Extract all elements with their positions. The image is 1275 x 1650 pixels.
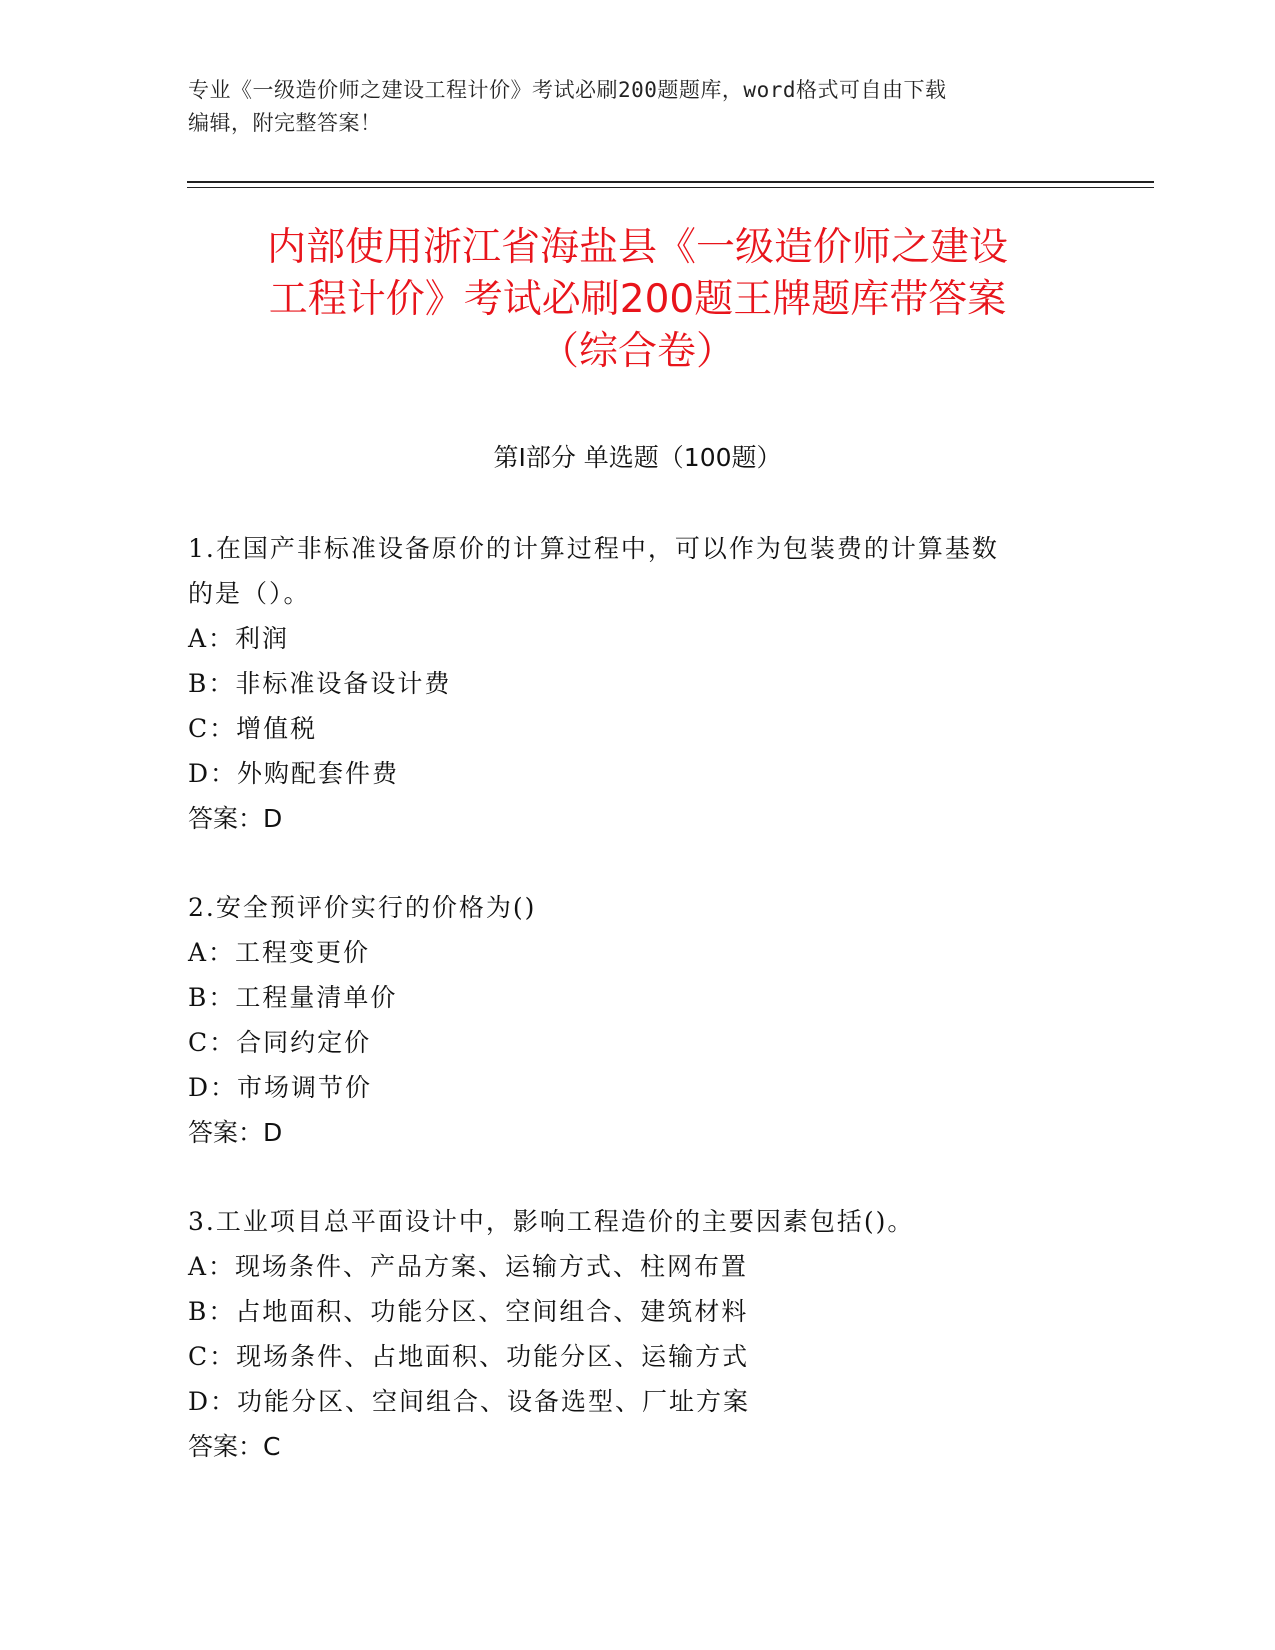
option-c: C：合同约定价 [188, 1028, 372, 1057]
question-text [188, 1199, 1088, 1244]
header-divider-thick [187, 181, 1154, 183]
question-text-line: 2.安全预评价实行的价格为() [188, 893, 537, 922]
question-list [188, 526, 1088, 1513]
section-heading: 第Ⅰ部分 单选题（100题） [493, 443, 782, 472]
option-c: C：增值税 [188, 714, 318, 743]
option-a: A：现场条件、产品方案、运输方式、柱网布置 [188, 1252, 749, 1281]
option-a: A：利润 [188, 624, 290, 653]
option-d: D：功能分区、空间组合、设备选型、厂址方案 [188, 1387, 751, 1416]
answer-line: 答案：D [188, 804, 283, 833]
document-header-note [188, 74, 1088, 140]
answer-line: 答案：D [188, 1118, 283, 1147]
option-b: B：工程量清单价 [188, 983, 398, 1012]
title-line-2: 工程计价》考试必刷200题王牌题库带答案 [268, 277, 1007, 322]
option-b: B：非标准设备设计费 [188, 669, 452, 698]
title-line-1: 内部使用浙江省海盐县《一级造价师之建设 [266, 225, 1008, 270]
answer-line: 答案：C [188, 1432, 281, 1461]
question-3 [188, 1199, 1088, 1469]
document-title [150, 222, 1125, 378]
question-text-line: 1.在国产非标准设备原价的计算过程中，可以作为包装费的计算基数 [188, 534, 999, 563]
question-1 [188, 526, 1088, 841]
option-c: C：现场条件、占地面积、功能分区、运输方式 [188, 1342, 750, 1371]
question-text-line: 的是（）。 [188, 579, 311, 608]
question-2 [188, 885, 1088, 1155]
option-b: B：占地面积、功能分区、空间组合、建筑材料 [188, 1297, 749, 1326]
question-text-line: 3.工业项目总平面设计中，影响工程造价的主要因素包括()。 [188, 1207, 915, 1236]
header-note-line-2: 编辑，附完整答案！ [188, 111, 382, 135]
option-a: A：工程变更价 [188, 938, 371, 967]
option-d: D：外购配套件费 [188, 759, 400, 788]
title-line-3: （综合卷） [539, 329, 735, 374]
header-divider-thin [187, 187, 1154, 188]
question-text [188, 885, 1088, 930]
option-d: D：市场调节价 [188, 1073, 373, 1102]
header-note-line-1: 专业《一级造价师之建设工程计价》考试必刷200题题库，word格式可自由下载 [188, 78, 947, 102]
question-text [188, 526, 1088, 616]
